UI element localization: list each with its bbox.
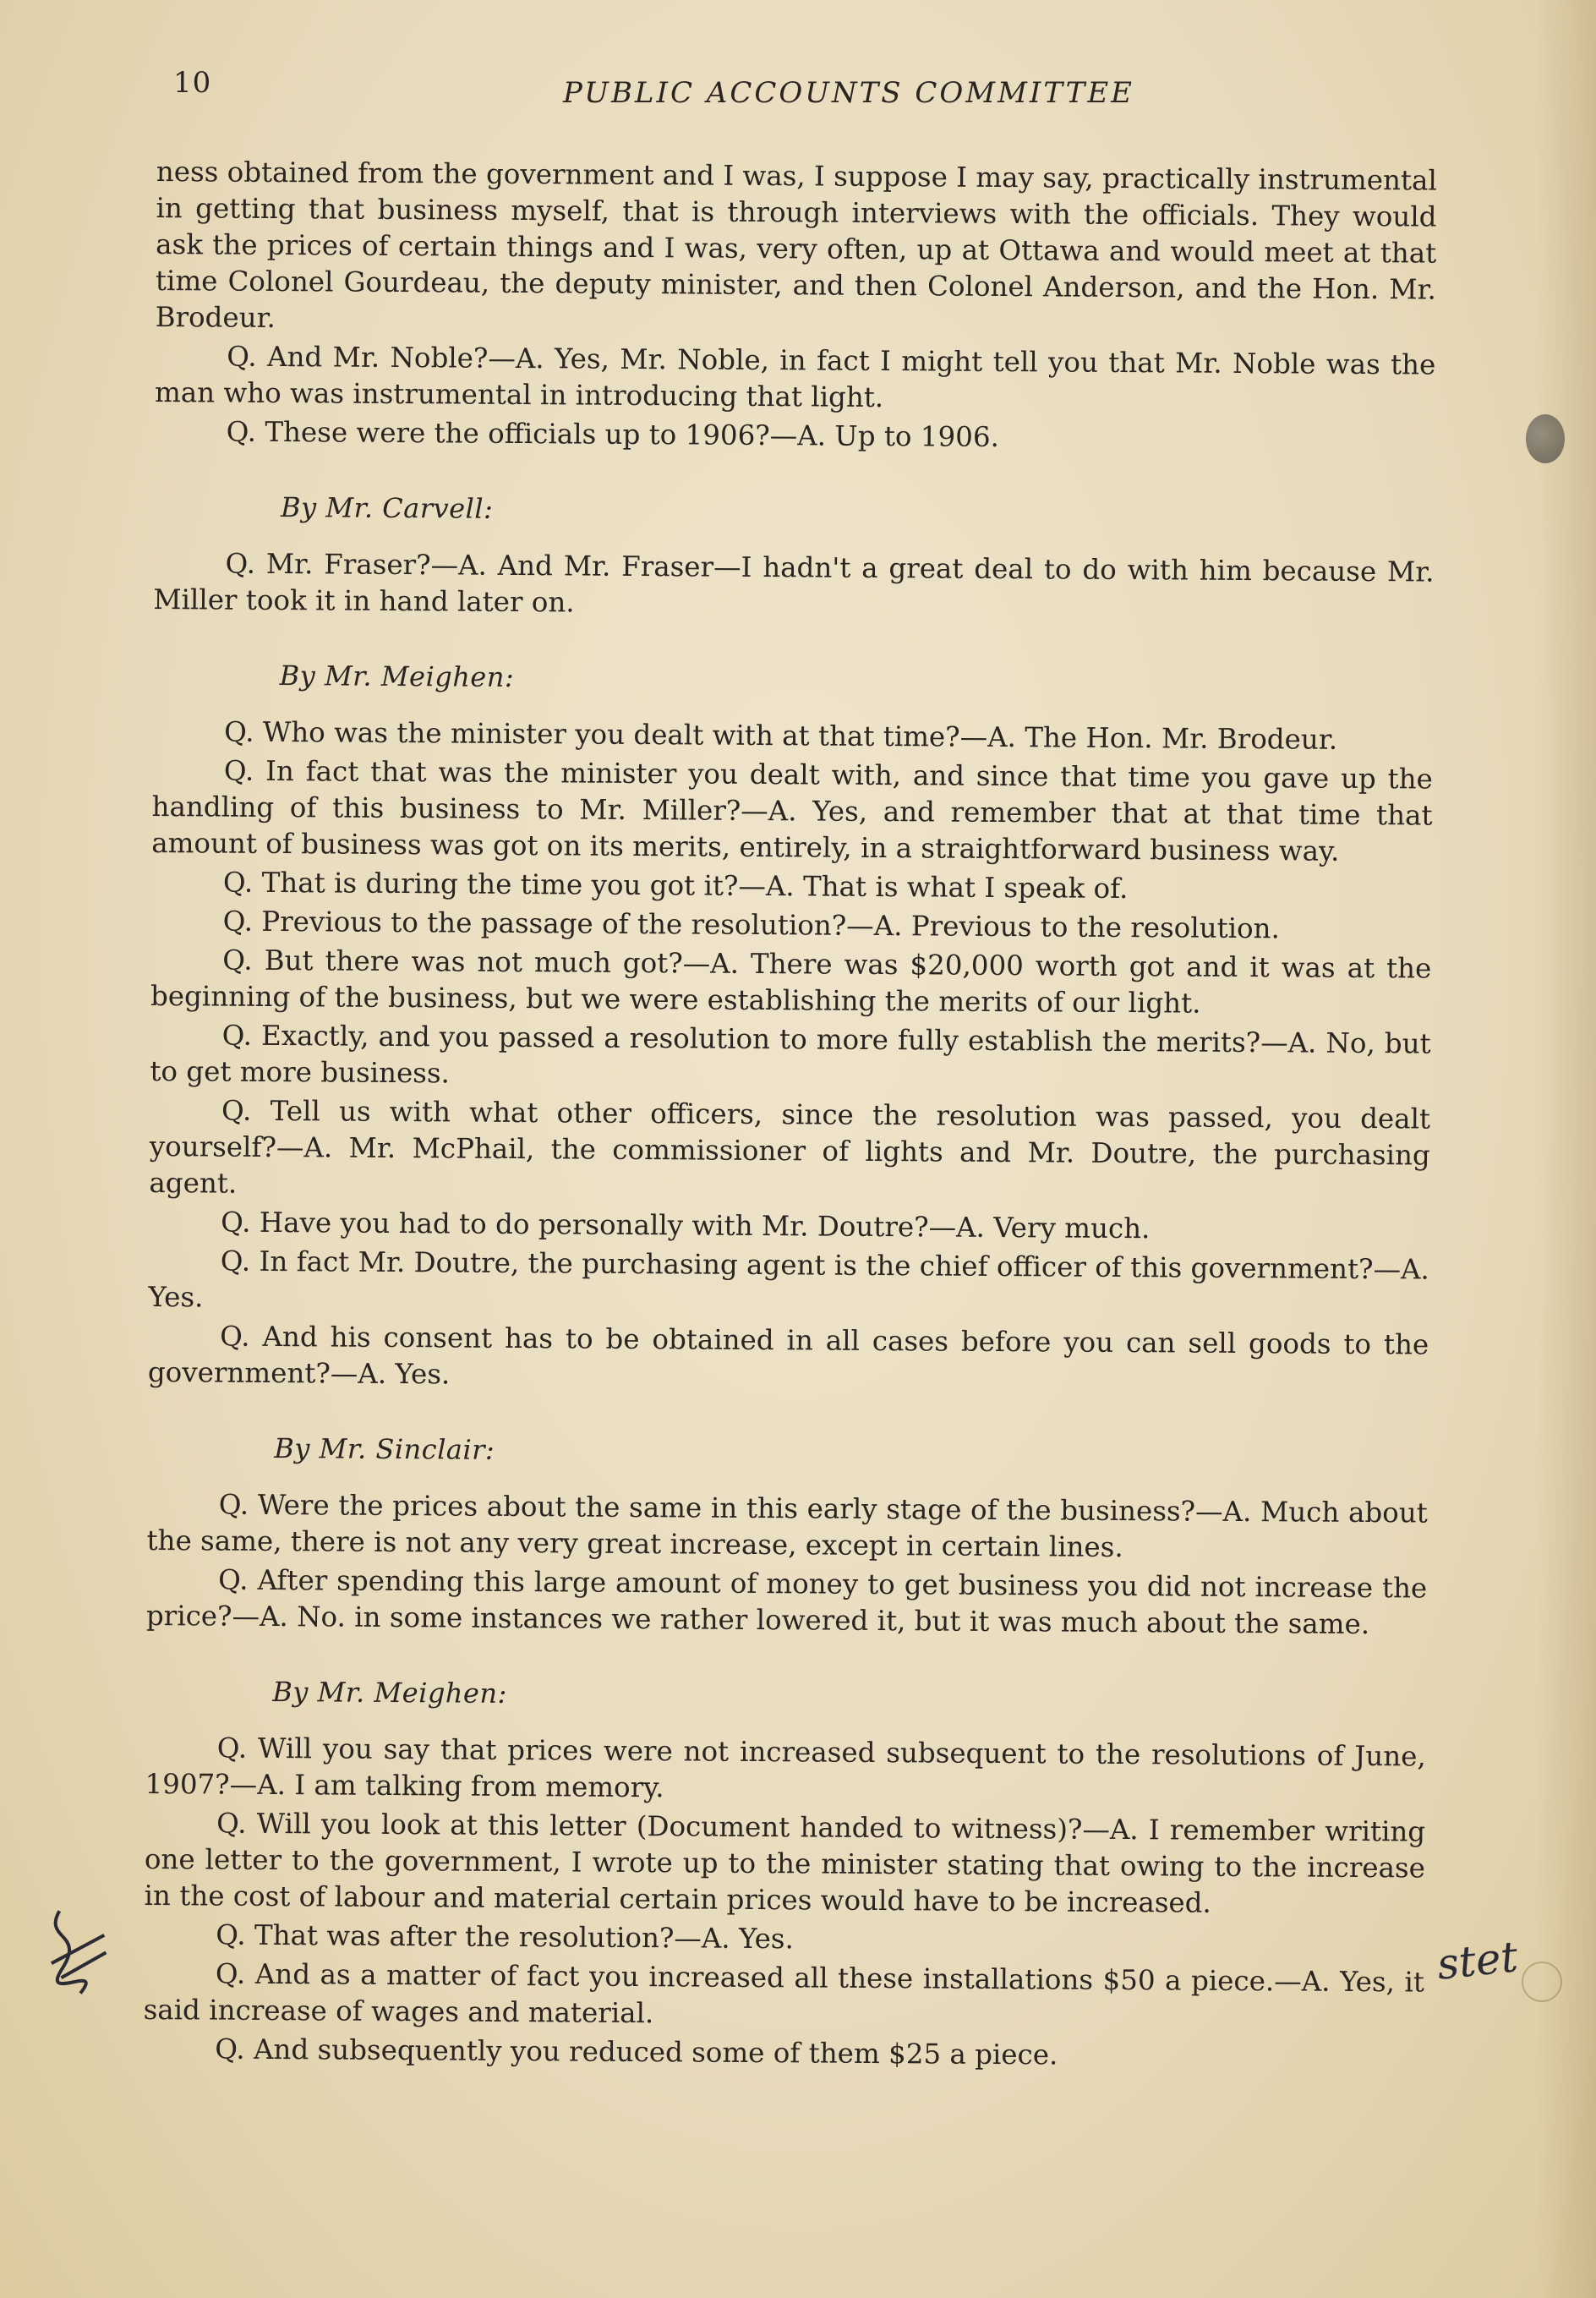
testimony-paragraph: Q. Mr. Fraser?—A. And Mr. Fraser—I hadn't a great deal to do with him because Mr. Miller took it in hand later on. [153, 547, 1435, 619]
testimony-paragraph: Q. In fact Mr. Doutre, the purchasing agent is the chief officer of this government?—A. Yes. [148, 1245, 1429, 1314]
stet-annotation: stet [1435, 1932, 1521, 1989]
testimony-paragraph: Q. Previous to the passage of the resolution?—A. Previous to the resolution. [222, 905, 1281, 945]
ink-blot-mark [1526, 414, 1565, 463]
testimony-paragraph: Q. Who was the minister you dealt with at that time?—A. The Hon. Mr. Brodeur. [224, 715, 1338, 756]
continued-paragraph: ness obtained from the government and I was, I suppose I may say, practically instrumental in getting that business myself, that is through interviews with the officials. They would ask the prices of certain things and I was, very often, up at Ottawa and would meet at that time Colonel Gourdeau, the deputy minister, and then Colonel Anderson, and the Hon. Mr. Brodeur. [155, 155, 1437, 334]
testimony-paragraph: Q. Will you say that prices were not increased subsequent to the resolutions of June, 1907?—A. I am talking from memory. [145, 1732, 1426, 1804]
page-number: 10 [173, 66, 212, 100]
faint-circle-mark [1522, 1962, 1562, 2002]
running-head: PUBLIC ACCOUNTS COMMITTEE [563, 76, 1134, 110]
testimony-paragraph: Q. Have you had to do personally with Mr. Doutre?—A. Very much. [221, 1206, 1151, 1245]
handwritten-correction-mark [26, 1892, 134, 2019]
examiner-heading: By Mr. Meighen: [272, 1676, 507, 1710]
testimony-paragraph: Q. And subsequently you reduced some of them $25 a piece. [215, 2033, 1058, 2071]
examiner-heading: By Mr. Sinclair: [274, 1432, 495, 1466]
testimony-paragraph: Q. Were the prices about the same in this early stage of the business?—A. Much about the same, there is not any very great increase, except in certain lines. [146, 1488, 1428, 1564]
testimony-paragraph: Q. After spending this large amount of money to get business you did not increase the price?—A. No. in some instances we rather lowered it, but it was much about the same. [145, 1563, 1428, 1641]
examiner-heading: By Mr. Meighen: [279, 659, 515, 693]
testimony-paragraph: Q. In fact that was the minister you dealt with, and since that time you gave up the handling of this business to Mr. Miller?—A. Yes, and remember that at that time that amount of business was got on its merits, entirely, in a straightforward business way. [151, 754, 1434, 867]
testimony-paragraph: Q. That was after the resolution?—A. Yes. [216, 1918, 795, 1956]
testimony-paragraph: Q. And Mr. Noble?—A. Yes, Mr. Noble, in fact I might tell you that Mr. Noble was the man who was instrumental in introducing that light. [154, 340, 1436, 414]
testimony-paragraph: Q. These were the officials up to 1906?—A. Up to 1906. [226, 415, 1000, 453]
examiner-heading: By Mr. Carvell: [280, 491, 494, 525]
body-text [143, 154, 1437, 2079]
testimony-paragraph: Q. But there was not much got?—A. There was $20,000 worth got and it was at the beginning of the business, but we were establishing the merits of our light. [150, 944, 1432, 1020]
testimony-paragraph: Q. That is during the time you got it?—A. That is what I speak of. [222, 866, 1129, 906]
testimony-paragraph: Q. And as a matter of fact you increased all these installations $50 a piece.—A. Yes, it said increase of wages and material. [143, 1957, 1425, 2030]
testimony-paragraph: Q. And his consent has to be obtained in all cases before you can sell goods to the government?—A. Yes. [147, 1320, 1429, 1391]
testimony-paragraph: Q. Will you look at this letter (Document handed to witness)?—A. I remember writing one letter to the government, I wrote up to the minister stating that owing to the increase in the cost of labour and material certain prices would have to be increased. [144, 1807, 1426, 1919]
testimony-paragraph: Q. Exactly, and you passed a resolution to more fully establish the merits?—A. No, but to get more business. [150, 1019, 1431, 1090]
scribble-icon [26, 1892, 129, 2005]
testimony-paragraph: Q. Tell us with what other officers, since the resolution was passed, you dealt yourself?—A. Mr. McPhail, the commissioner of lights and Mr. Doutre, the purchasing agent. [149, 1094, 1431, 1200]
